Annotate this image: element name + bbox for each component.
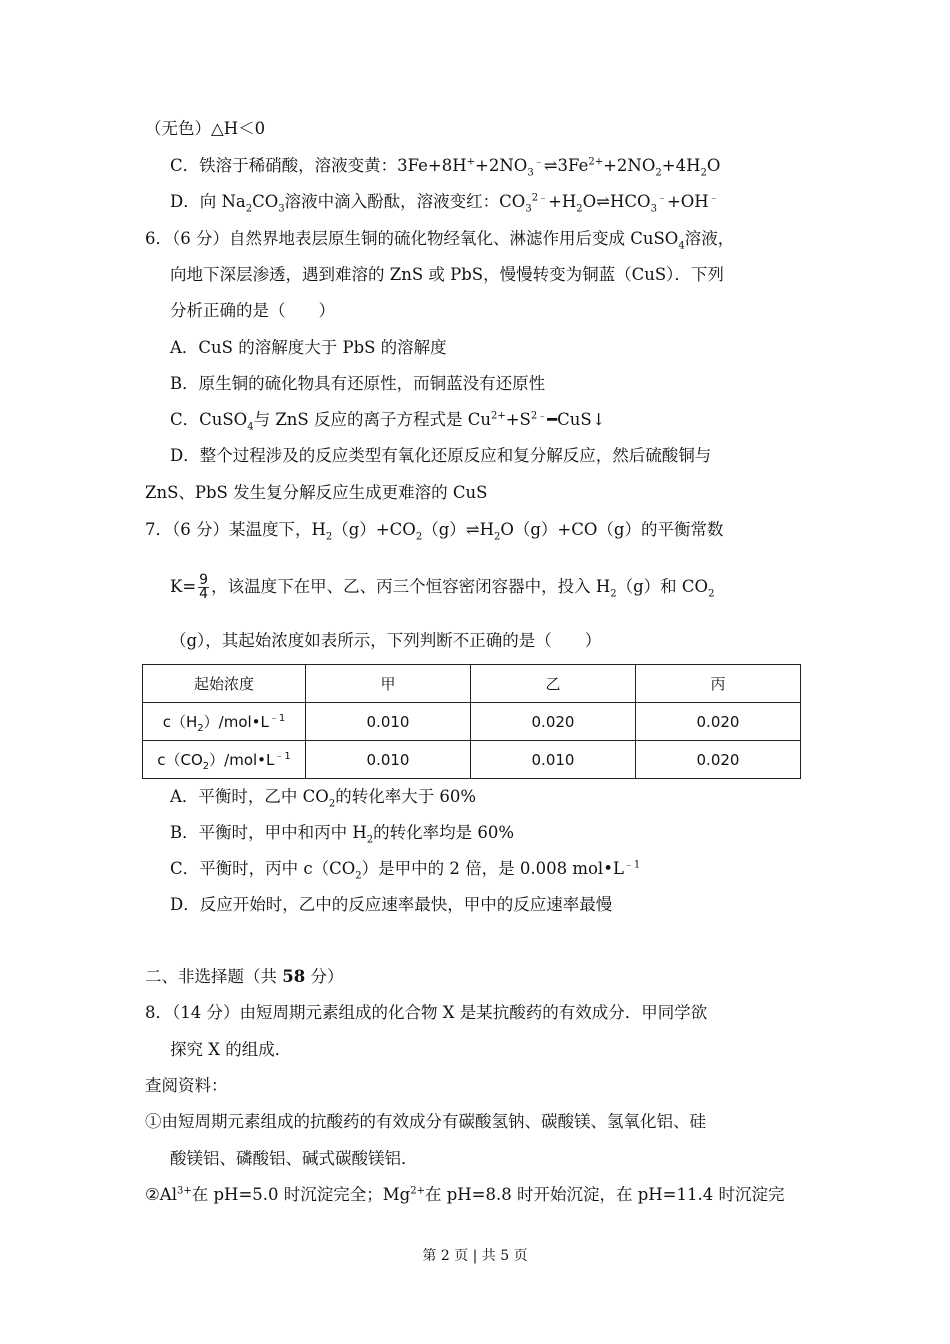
section-two-heading: 二、非选择题（共 58 分） [145, 967, 344, 986]
q8-reference-item2: $②Al^{3+}$在 pH=5.0 时沉淀完全；$Mg^{2+}$在 pH=8.8 时开始沉淀，在 pH=11.4 时沉淀完 [145, 1185, 785, 1204]
q8-stem-line2: 探究 X 的组成． [170, 1040, 292, 1059]
q5-tail: （无色）△H＜0 [145, 119, 266, 138]
q8-reference-item1-line2: 酸镁铝、磷酸铝、碱式碳酸镁铝． [170, 1149, 418, 1168]
table-cell: 0.010 [306, 703, 471, 741]
table-header-cell: 乙 [471, 665, 636, 703]
q8-reference-item1-line1: ①由短周期元素组成的抗酸药的有效成分有碳酸氢钠、碳酸镁、氢氧化铝、硅 [145, 1112, 706, 1131]
table-cell: 0.020 [471, 703, 636, 741]
q7-stem-line1: 7．（6 分）某温度下，$H_2(g)+CO_2(g)\rightleftharpoons H_2O(g)+CO(g)$的平衡常数 [145, 520, 724, 543]
table-row [143, 741, 801, 779]
q7-option-c: C．平衡时，丙中 $c(CO_2)$是甲中的 2 倍，是 0.008 $mol•L^{﹣1}$ [170, 859, 641, 882]
table-header-row [143, 665, 801, 703]
table-cell: 0.020 [636, 703, 801, 741]
q8-reference-heading: 查阅资料： [145, 1076, 228, 1095]
q7-stem-line3: （g），其起始浓度如表所示，下列判断不正确的是（ ） [170, 631, 602, 650]
q6-option-d-line1: D．整个过程涉及的反应类型有氧化还原反应和复分解反应，然后硫酸铜与 [170, 446, 712, 465]
q5-option-d: D．向 $Na_2CO_3$溶液中滴入酚酞，溶液变红：$CO_3^{2﹣}+H_2O\rightleftharpoons HCO_3^﹣+OH^﹣$ [170, 192, 719, 215]
equilibrium-constant-fraction: $\frac{9}{4}$ [199, 572, 209, 602]
table-cell: 0.020 [636, 741, 801, 779]
q7-option-b: B．平衡时，甲中和丙中 $H_2$的转化率均是 60% [170, 823, 515, 846]
q6-stem-line3: 分析正确的是（ ） [170, 301, 335, 320]
q6-option-d-line2: ZnS、PbS 发生复分解反应生成更难溶的 CuS [145, 483, 488, 502]
q7-option-a: A．平衡时，乙中 $CO_2$的转化率大于 60% [170, 787, 477, 810]
q5-option-c: C．铁溶于稀硝酸，溶液变黄：$3Fe+8H^++2NO_3^﹣\rightleftharpoons 3Fe^{2+}+2NO_2+4H_2O$ [170, 156, 721, 179]
table-cell: 0.010 [471, 741, 636, 779]
table-row [143, 703, 801, 741]
table-header-cell: 起始浓度 [143, 665, 306, 703]
table-header-cell: 丙 [636, 665, 801, 703]
table-cell: 0.010 [306, 741, 471, 779]
initial-concentration-table [142, 664, 801, 779]
table-header-cell: 甲 [306, 665, 471, 703]
q6-option-b: B．原生铜的硫化物具有还原性，而铜蓝没有还原性 [170, 374, 546, 393]
page-footer: 第 2 页 | 共 5 页 [422, 1248, 528, 1264]
q7-stem-line2: K= $\frac{9}{4}$ ，该温度下在甲、乙、丙三个恒容密闭容器中，投入 $H_2(g)$和 $CO_2$ [170, 572, 715, 602]
q8-stem-line1: 8．（14 分）由短周期元素组成的化合物 X 是某抗酸药的有效成分．甲同学欲 [145, 1003, 708, 1022]
q6-stem-line1: 6．（6 分）自然界地表层原生铜的硫化物经氧化、淋滤作用后变成 CuSO$_4$溶液， [145, 229, 735, 252]
q6-stem-line2: 向地下深层渗透，遇到难溶的 ZnS 或 PbS，慢慢转变为铜蓝（CuS）．下列 [170, 265, 724, 284]
row-label-h2: $c(H_2)/mol•L^{﹣1}$ [143, 703, 306, 741]
q7-option-d: D．反应开始时，乙中的反应速率最快，甲中的反应速率最慢 [170, 895, 613, 914]
q6-option-c: C．CuSO$_4$与 ZnS 反应的离子方程式是 $Cu^{2+}+S^{2﹣}━CuS↓$ [170, 410, 606, 433]
row-label-co2: $c(CO_2)/mol•L^{﹣1}$ [143, 741, 306, 779]
q6-option-a: A．CuS 的溶解度大于 PbS 的溶解度 [170, 338, 447, 357]
